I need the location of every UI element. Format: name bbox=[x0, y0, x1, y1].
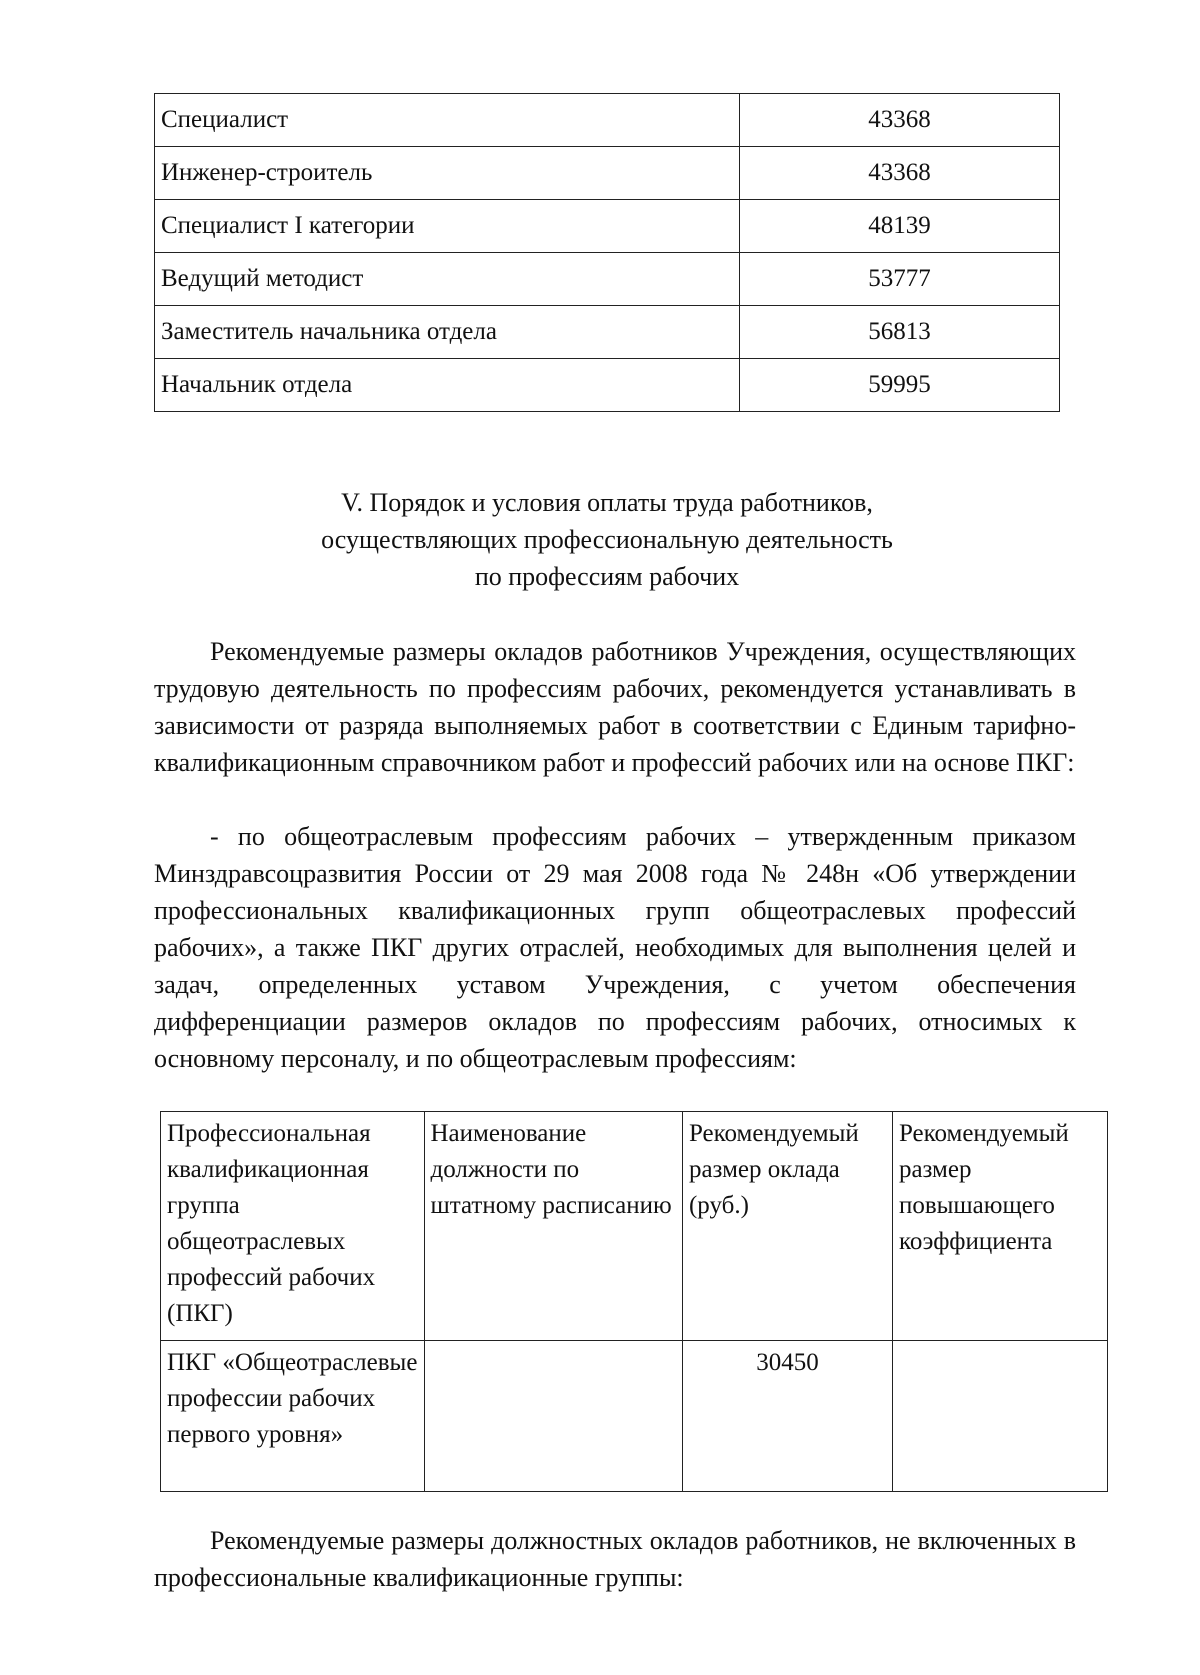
table-row bbox=[155, 359, 1060, 412]
salary-cell: 43368 bbox=[740, 94, 1060, 147]
salary-cell: 43368 bbox=[740, 147, 1060, 200]
header-cell: Наименование должности по штатному расписанию bbox=[424, 1112, 682, 1341]
salary-cell: 30450 bbox=[682, 1341, 892, 1492]
table-row bbox=[155, 306, 1060, 359]
salary-cell: 59995 bbox=[740, 359, 1060, 412]
paragraph-text: Рекомендуемые размеры окладов работников Учреждения, осуществляющих трудовую деятельность по профессиям рабочих, рекомендуется устанавливать в зависимости от разряда выполняемых работ в соответствии с Единым тарифно-квалификационным справочником работ и профессий рабочих или на основе ПКГ: bbox=[154, 637, 1076, 777]
table-row bbox=[155, 94, 1060, 147]
position-cell bbox=[424, 1341, 682, 1492]
paragraph bbox=[154, 1522, 1076, 1596]
paragraph bbox=[154, 633, 1076, 781]
section-heading bbox=[154, 484, 1060, 595]
table-row bbox=[161, 1341, 1108, 1492]
paragraph-text: Рекомендуемые размеры должностных окладов работников, не включенных в профессиональные квалификационные группы: bbox=[154, 1526, 1076, 1592]
coefficient-cell bbox=[892, 1341, 1107, 1492]
table-header-row bbox=[161, 1112, 1108, 1341]
section-heading-line: V. Порядок и условия оплаты труда работников, bbox=[341, 488, 873, 517]
section-heading-line: по профессиям рабочих bbox=[474, 562, 740, 591]
paragraph-text: - по общеотраслевым профессиям рабочих – утвержденным приказом Минздравсоцразвития России от 29 мая 2008 года № 248н «Об утверждении профессиональных квалификационных групп общеотраслевых профессий рабочих», а также ПКГ других отраслей, необходимых для выполнения целей и задач, определенных уставом Учреждения, с учетом обеспечения дифференциации размеров окладов по профессиям рабочих, относимых к основному персоналу, и по общеотраслевым профессиям: bbox=[154, 822, 1076, 1073]
paragraph bbox=[154, 818, 1076, 1077]
table-row bbox=[155, 200, 1060, 253]
position-cell: Инженер-строитель bbox=[155, 147, 740, 200]
section-heading-line: осуществляющих профессиональную деятельность bbox=[321, 525, 893, 554]
salary-cell: 48139 bbox=[740, 200, 1060, 253]
table-row bbox=[155, 253, 1060, 306]
header-cell: Рекомендуемый размер повышающего коэффициента bbox=[892, 1112, 1107, 1341]
group-cell: ПКГ «Общеотраслевые профессии рабочих первого уровня» bbox=[161, 1341, 425, 1492]
salary-table bbox=[154, 93, 1060, 412]
position-cell: Начальник отдела bbox=[155, 359, 740, 412]
salary-cell: 53777 bbox=[740, 253, 1060, 306]
pkg-table bbox=[160, 1111, 1108, 1492]
position-cell: Специалист bbox=[155, 94, 740, 147]
header-cell: Профессиональная квалификационная группа общеотраслевых профессий рабочих (ПКГ) bbox=[161, 1112, 425, 1341]
table-row bbox=[155, 147, 1060, 200]
header-cell: Рекомендуемый размер оклада (руб.) bbox=[682, 1112, 892, 1341]
position-cell: Ведущий методист bbox=[155, 253, 740, 306]
position-cell: Заместитель начальника отдела bbox=[155, 306, 740, 359]
position-cell: Специалист I категории bbox=[155, 200, 740, 253]
salary-cell: 56813 bbox=[740, 306, 1060, 359]
